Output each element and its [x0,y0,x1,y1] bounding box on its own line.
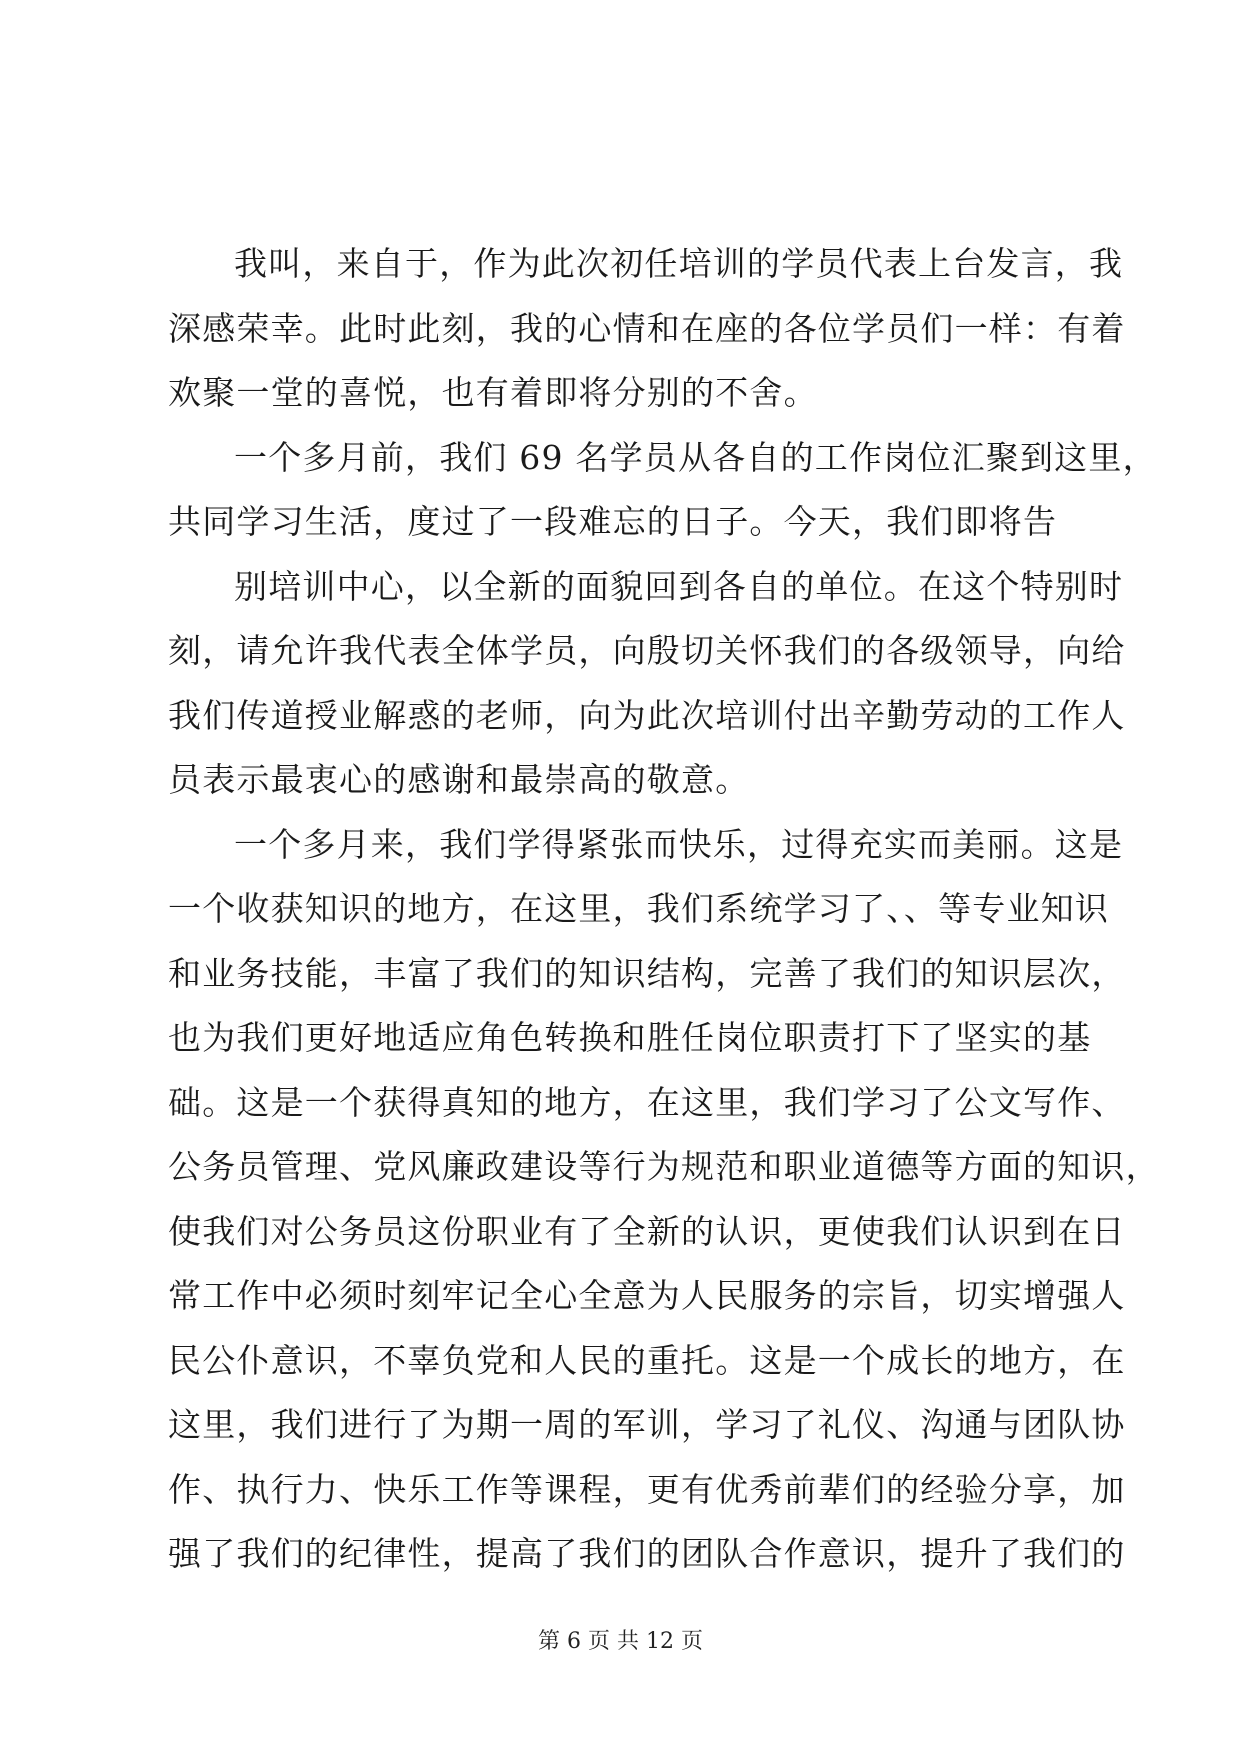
text-line: 和业务技能，丰富了我们的知识结构，完善了我们的知识层次， [168,953,1126,993]
text-line: 一个多月前，我们 69 名学员从各自的工作岗位汇聚到这里， [234,437,1157,477]
body-text [168,232,1160,1587]
text-line: 我们传道授业解惑的老师，向为此次培训付出辛勤劳动的工作人 [168,695,1126,735]
text-line: 也为我们更好地适应角色转换和胜任岗位职责打下了坚实的基 [168,1018,1092,1057]
text-line: 一个多月来，我们学得紧张而快乐，过得充实而美丽。这是 [234,824,1124,864]
text-line: 我叫，来自于，作为此次初任培训的学员代表上台发言，我 [234,244,1124,283]
text-line: 刻，请允许我代表全体学员，向殷切关怀我们的各级领导，向给 [168,631,1126,670]
text-line: 作、执行力、快乐工作等课程，更有优秀前辈们的经验分享，加 [168,1469,1126,1509]
text-line: 员表示最衷心的感谢和最崇高的敬意。 [168,760,750,799]
text-line: 这里，我们进行了为期一周的军训，学习了礼仪、沟通与团队协 [168,1405,1126,1444]
text-line: 别培训中心，以全新的面貌回到各自的单位。在这个特别时 [234,566,1124,606]
text-line: 础。这是一个获得真知的地方，在这里，我们学习了公文写作、 [168,1082,1126,1122]
text-line: 一个收获知识的地方，在这里，我们系统学习了、、等专业知识 [168,889,1110,928]
text-line: 公务员管理、党风廉政建设等行为规范和职业道德等方面的知识， [168,1147,1160,1186]
page-number-footer: 第 6 页 共 12 页 [538,1629,703,1654]
text-line: 深感荣幸。此时此刻，我的心情和在座的各位学员们一样：有着 [168,308,1126,348]
text-line: 常工作中必须时刻牢记全心全意为人民服务的宗旨，切实增强人 [168,1276,1126,1315]
text-line: 共同学习生活，度过了一段难忘的日子。今天，我们即将告 [168,502,1058,541]
text-line: 欢聚一堂的喜悦，也有着即将分别的不舍。 [168,373,818,412]
text-line: 民公仆意识，不辜负党和人民的重托。这是一个成长的地方，在 [168,1340,1126,1380]
text-line: 强了我们的纪律性，提高了我们的团队合作意识，提升了我们的 [168,1534,1126,1573]
text-line: 使我们对公务员这份职业有了全新的认识，更使我们认识到在日 [168,1211,1126,1251]
